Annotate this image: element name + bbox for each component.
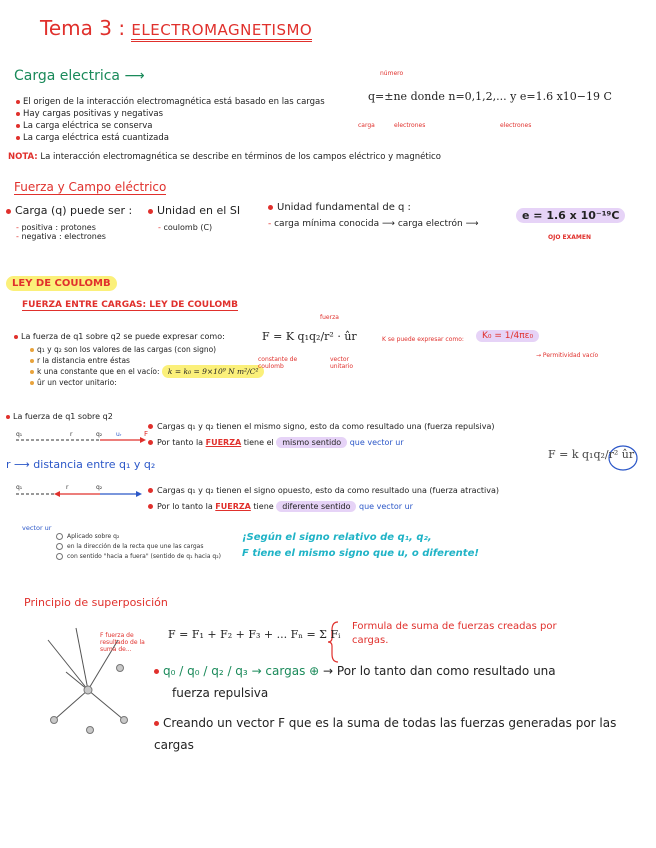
svg-text:r: r (70, 431, 73, 438)
list-item: q₁ y q₂ son los valores de las cargas (con signo) (30, 344, 264, 355)
list-item: k una constante que en el vacío: k = k₀ = 9×10⁹ N m²/C² (30, 366, 264, 377)
fuerza-heading: Fuerza y Campo eléctrico (14, 180, 167, 194)
list-item: en la dirección de la recta que une las cargas (56, 542, 221, 552)
title-topic: ELECTROMAGNETISMO (131, 21, 312, 42)
title-colon: : (118, 16, 126, 40)
svg-text:q₁: q₁ (16, 431, 23, 438)
same-sign-line-1: Cargas q₁ y q₂ tienen el mismo signo, esto da como resultado una (fuerza repulsiva) (148, 422, 495, 431)
nota-text: La interacción electromagnética se describe en términos de los campos eléctrico y magnético (40, 152, 441, 162)
fuerza-col3: Unidad fundamental de q : - carga mínima conocida ⟶ carga electrón ⟶ (268, 202, 479, 229)
list-item: Hay cargas positivas y negativas (16, 108, 325, 120)
label-electrones-2: electrones (500, 122, 532, 129)
svg-text:q₂: q₂ (96, 431, 103, 438)
label-carga: carga (358, 122, 375, 129)
right-formula: F = k q₁q₂/r² ûr (548, 448, 635, 461)
svg-text:r: r (66, 484, 69, 491)
coulomb-intro: La fuerza de q1 sobre q2 se puede expresar como: (14, 332, 225, 341)
diagram-note: F fuerza de resultado de la suma de... (100, 632, 145, 653)
label-fuerza: fuerza (320, 314, 339, 321)
svg-text:uᵣ: uᵣ (116, 431, 122, 438)
col3-title: Unidad fundamental de q : (277, 202, 411, 213)
svg-text:F: F (144, 430, 149, 438)
col1-title: Carga (q) puede ser : (15, 204, 133, 217)
svg-text:q₁: q₁ (16, 484, 23, 491)
question-note: ¡Según el signo relativo de q₁, q₂, F tiene el mismo signo que u, o diferente! (242, 532, 479, 559)
vector-items (56, 532, 221, 562)
label-constante: constante de coulomb (258, 356, 298, 370)
fuerza-col1: Carga (q) puede ser : - positiva : protones - negativa : electrones (6, 204, 132, 241)
same-sign-line-2: Por tanto la FUERZA tiene el mismo sentido que vector ur (148, 438, 404, 447)
brace-text: Formula de suma de fuerzas creadas por cargas. (352, 621, 557, 646)
list-item: Aplicado sobre q₂ (56, 532, 221, 542)
col3-item: carga mínima conocida (274, 219, 380, 229)
label-numero: número (380, 70, 404, 77)
coulomb-formula: F = K q₁q₂/r² · ûr (262, 330, 357, 343)
list-item: ûr un vector unitario: (30, 377, 264, 388)
diff-sign-line-2: Por lo tanto la FUERZA tiene diferente sentido que vector ur (148, 502, 413, 511)
svg-text:q₂: q₂ (96, 484, 103, 491)
k-expr-text: K se puede expresar como: (382, 336, 464, 343)
col1-item: positiva : protones (21, 223, 96, 232)
list-item: con sentido "hacia a fuera" (sentido de q₁ hacia q₂) (56, 552, 221, 562)
superposicion-heading: Principio de superposición (24, 596, 168, 609)
coulomb-subheading: FUERZA ENTRE CARGAS: LEY DE COULOMB (22, 300, 238, 310)
list-item: La carga eléctrica está cuantizada (16, 132, 325, 144)
label-vector: vector unitario (330, 356, 354, 370)
permitividad: → Permitividad vacío (536, 352, 599, 359)
charge-formula: q=±ne donde n=0,1,2,... y e=1.6 x10−19 C (368, 90, 612, 103)
label-electrones: electrones (394, 122, 426, 129)
fq-intro: La fuerza de q1 sobre q2 (6, 412, 113, 421)
k0-formula: K₀ = 1/4πε₀ (476, 330, 539, 342)
col1-item: negativa : electrones (21, 232, 106, 241)
col3-arrow-text: carga electrón (397, 219, 463, 229)
ojo-examen: OJO EXAMEN (548, 234, 591, 241)
r-distance-text: r ⟶ distancia entre q₁ y q₂ (6, 458, 156, 471)
list-item: r la distancia entre éstas (30, 355, 264, 366)
title-prefix: Tema 3 (40, 16, 112, 40)
fuerza-col2: Unidad en el SI - coulomb (C) (148, 204, 240, 232)
superposition-line-2: Creando un vector F que es la suma de todas las fuerzas generadas por las cargas (154, 716, 617, 752)
diff-sign-line-1: Cargas q₁ y q₂ tienen el signo opuesto, esto da como resultado una (fuerza atractiva) (148, 486, 499, 495)
superposition-line-1b: fuerza repulsiva (172, 686, 269, 700)
superposition-formula: F = F₁ + F₂ + F₃ + ... Fₙ = Σ Fᵢ (168, 628, 341, 641)
superposition-line-1: q₀ / q₀ / q₂ / q₃ → cargas ⊕ → Por lo tanto dan como resultado una (154, 664, 556, 678)
list-item: El origen de la interacción electromagnética está basado en las cargas (16, 96, 325, 108)
e-value: e = 1.6 x 10⁻¹⁹C (516, 208, 625, 223)
nota-label: NOTA: (8, 152, 38, 162)
vector-label: vector ur (22, 524, 52, 532)
carga-heading: Carga electrica ⟶ (14, 68, 145, 84)
col2-title: Unidad en el SI (157, 204, 241, 217)
col2-item: coulomb (C) (163, 223, 213, 232)
k-formula: k = k₀ = 9×10⁹ N m²/C² (162, 365, 265, 378)
list-item: La carga eléctrica se conserva (16, 120, 325, 132)
coulomb-heading: LEY DE COULOMB (6, 276, 117, 291)
